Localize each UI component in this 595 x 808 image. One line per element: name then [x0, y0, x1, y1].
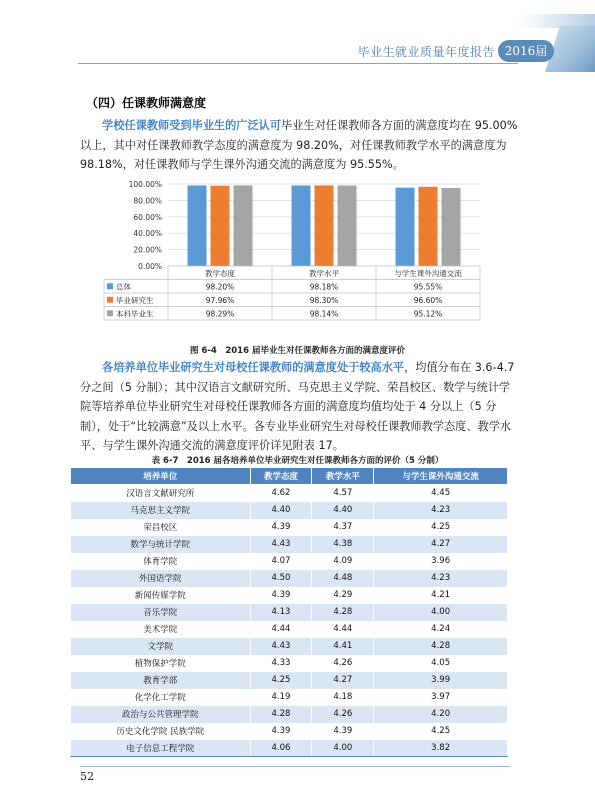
paragraph-1-text: 毕业生对任课教师各方面的满意度均在 95.00%以上，其中对任课教师教学态度的满意度为 98.20%，对任课教师教学水平的满意度为 98.18%，对任课教师与学生课外沟通交流的满意度为 95.55%。: [80, 119, 518, 171]
cell-attitude: 4.62: [250, 485, 312, 502]
cell-attitude: 4.39: [250, 723, 312, 740]
table-row: [71, 604, 508, 621]
bar: [396, 188, 415, 266]
paragraph-1-highlight: 学校任课教师受到毕业生的广泛认可: [102, 119, 282, 132]
cell-communication: 4.45: [374, 485, 508, 502]
category-label: 教学水平: [309, 269, 339, 278]
cell-unit: 电子信息工程学院: [71, 740, 251, 757]
bar: [338, 186, 357, 266]
cell-communication: 4.25: [374, 723, 508, 740]
bar: [188, 185, 207, 266]
cell-attitude: 4.07: [250, 553, 312, 570]
cell-level: 4.09: [312, 553, 374, 570]
cell-communication: 4.00: [374, 604, 508, 621]
cell-unit: 化学化工学院: [71, 689, 251, 706]
chart-svg: [98, 174, 490, 322]
cell-level: 4.00: [312, 740, 374, 757]
legend-swatch: [107, 283, 113, 289]
cell-level: 4.27: [312, 672, 374, 689]
legend-label: 毕业研究生: [116, 296, 154, 305]
cell-communication: 4.24: [374, 621, 508, 638]
y-tick-label: 80.00%: [133, 196, 162, 206]
cell-communication: 4.21: [374, 587, 508, 604]
header-unit: 培养单位: [71, 468, 251, 485]
cell-level: 4.18: [312, 689, 374, 706]
cell-attitude: 4.39: [250, 519, 312, 536]
section-title: （四）任课教师满意度: [86, 96, 207, 110]
cell-attitude: 4.43: [250, 638, 312, 655]
cell-attitude: 4.44: [250, 621, 312, 638]
data-label: 95.12%: [413, 309, 443, 319]
cell-unit: 教育学部: [71, 672, 251, 689]
data-label: 98.29%: [205, 309, 235, 319]
cell-level: 4.38: [312, 536, 374, 553]
data-label: 98.30%: [309, 296, 339, 305]
y-tick-label: 100.00%: [128, 180, 162, 189]
y-tick-label: 0.00%: [138, 262, 162, 271]
table-row: [71, 519, 508, 536]
cell-attitude: 4.19: [250, 689, 312, 706]
cell-communication: 3.99: [374, 672, 508, 689]
satisfaction-chart: [98, 174, 490, 322]
bar: [292, 185, 311, 266]
table-row: [71, 621, 508, 638]
bar: [234, 185, 253, 266]
category-label: 教学态度: [205, 269, 235, 278]
table-header-row: [71, 468, 508, 485]
cell-level: 4.40: [312, 502, 374, 519]
bar: [315, 185, 334, 266]
data-label: 98.18%: [309, 282, 339, 292]
table-body: [71, 485, 508, 757]
cell-attitude: 4.39: [250, 587, 312, 604]
cell-attitude: 4.13: [250, 604, 312, 621]
cell-communication: 3.82: [374, 740, 508, 757]
cell-communication: 3.97: [374, 689, 508, 706]
header-attitude: 教学态度: [250, 468, 312, 485]
cell-communication: 4.20: [374, 706, 508, 723]
bar: [211, 186, 230, 266]
cell-communication: 4.05: [374, 655, 508, 672]
page-number: 52: [80, 770, 94, 783]
header-rule: [78, 63, 518, 64]
table-row: [71, 553, 508, 570]
cell-level: 4.29: [312, 587, 374, 604]
cell-communication: 4.25: [374, 519, 508, 536]
header-level: 教学水平: [312, 468, 374, 485]
table-row: [71, 672, 508, 689]
cell-unit: 文学院: [71, 638, 251, 655]
cell-unit: 外国语学院: [71, 570, 251, 587]
y-tick-label: 40.00%: [133, 229, 162, 239]
cell-attitude: 4.50: [250, 570, 312, 587]
table-row: [71, 689, 508, 706]
header-communication: 与学生课外沟通交流: [374, 468, 508, 485]
legend-swatch: [107, 310, 113, 316]
cell-attitude: 4.28: [250, 706, 312, 723]
cell-communication: 4.23: [374, 570, 508, 587]
table-row: [71, 587, 508, 604]
cell-level: 4.26: [312, 655, 374, 672]
paragraph-2: [80, 358, 520, 456]
table-row: [71, 655, 508, 672]
page-header: [0, 0, 595, 72]
bar: [442, 188, 461, 266]
cell-unit: 历史文化学院 民族学院: [71, 723, 251, 740]
y-tick-label: 20.00%: [133, 245, 162, 255]
cell-communication: 4.23: [374, 502, 508, 519]
paragraph-2-highlight: 各培养单位毕业研究生对母校任课教师的满意度处于较高水平: [102, 361, 405, 374]
cell-attitude: 4.43: [250, 536, 312, 553]
cell-attitude: 4.06: [250, 740, 312, 757]
data-label: 97.96%: [205, 296, 235, 305]
footer-rule: [80, 766, 510, 767]
paragraph-2-text: ，均值分布在 3.6-4.7 分之间（5 分制）；其中汉语言文献研究所、马克思主义学院、荣昌校区、数学与统计学院等培养单位毕业研究生对母校任课教师各方面的满意度均值均处于 4 分以上（5 分制），处于“比较满意”及以上水平。各专业毕业研究生对母校任课教师教学态度、教学水平、与学生课外沟通交流的满意度评价详见附表 17。: [80, 361, 515, 452]
legend-label: 总体: [116, 282, 131, 292]
cell-level: 4.26: [312, 706, 374, 723]
cell-level: 4.48: [312, 570, 374, 587]
data-label: 96.60%: [413, 296, 443, 305]
cell-unit: 体育学院: [71, 553, 251, 570]
report-title: 毕业生就业质量年度报告: [357, 45, 495, 59]
figure-caption: 图 6-4 2016 届毕业生对任课教师各方面的满意度评价: [190, 346, 405, 356]
cell-unit: 汉语言文献研究所: [71, 485, 251, 502]
cell-attitude: 4.33: [250, 655, 312, 672]
cell-level: 4.39: [312, 723, 374, 740]
cell-unit: 马克思主义学院: [71, 502, 251, 519]
table-row: [71, 638, 508, 655]
evaluation-table: [70, 467, 508, 757]
table-row: [71, 706, 508, 723]
cell-level: 4.57: [312, 485, 374, 502]
year-badge: 2016届: [498, 40, 554, 62]
table-row: [71, 536, 508, 553]
table-row: [71, 723, 508, 740]
table-row: [71, 740, 508, 757]
table-caption: 表 6-7 2016 届各培养单位毕业研究生对任课教师各方面的评价（5 分制）: [151, 456, 444, 466]
cell-level: 4.41: [312, 638, 374, 655]
data-label: 98.20%: [205, 282, 235, 292]
cell-attitude: 4.25: [250, 672, 312, 689]
cell-level: 4.44: [312, 621, 374, 638]
cell-unit: 政治与公共管理学院: [71, 706, 251, 723]
bar: [419, 187, 438, 266]
data-label: 98.14%: [309, 309, 339, 319]
cell-communication: 3.96: [374, 553, 508, 570]
cell-level: 4.28: [312, 604, 374, 621]
cell-level: 4.37: [312, 519, 374, 536]
cell-unit: 植物保护学院: [71, 655, 251, 672]
table-row: [71, 570, 508, 587]
category-label: 与学生课外沟通交流: [394, 269, 462, 278]
header-decoration: [520, 14, 595, 28]
cell-unit: 美术学院: [71, 621, 251, 638]
legend-label: 本科毕业生: [116, 309, 154, 319]
cell-unit: 新闻传媒学院: [71, 587, 251, 604]
cell-unit: 音乐学院: [71, 604, 251, 621]
data-label: 95.55%: [413, 282, 443, 292]
paragraph-1: [80, 116, 520, 175]
y-tick-label: 60.00%: [133, 212, 162, 222]
legend-swatch: [107, 297, 113, 303]
cell-unit: 数学与统计学院: [71, 536, 251, 553]
cell-unit: 荣昌校区: [71, 519, 251, 536]
table-row: [71, 485, 508, 502]
cell-attitude: 4.40: [250, 502, 312, 519]
cell-communication: 4.27: [374, 536, 508, 553]
table-row: [71, 502, 508, 519]
cell-communication: 4.28: [374, 638, 508, 655]
